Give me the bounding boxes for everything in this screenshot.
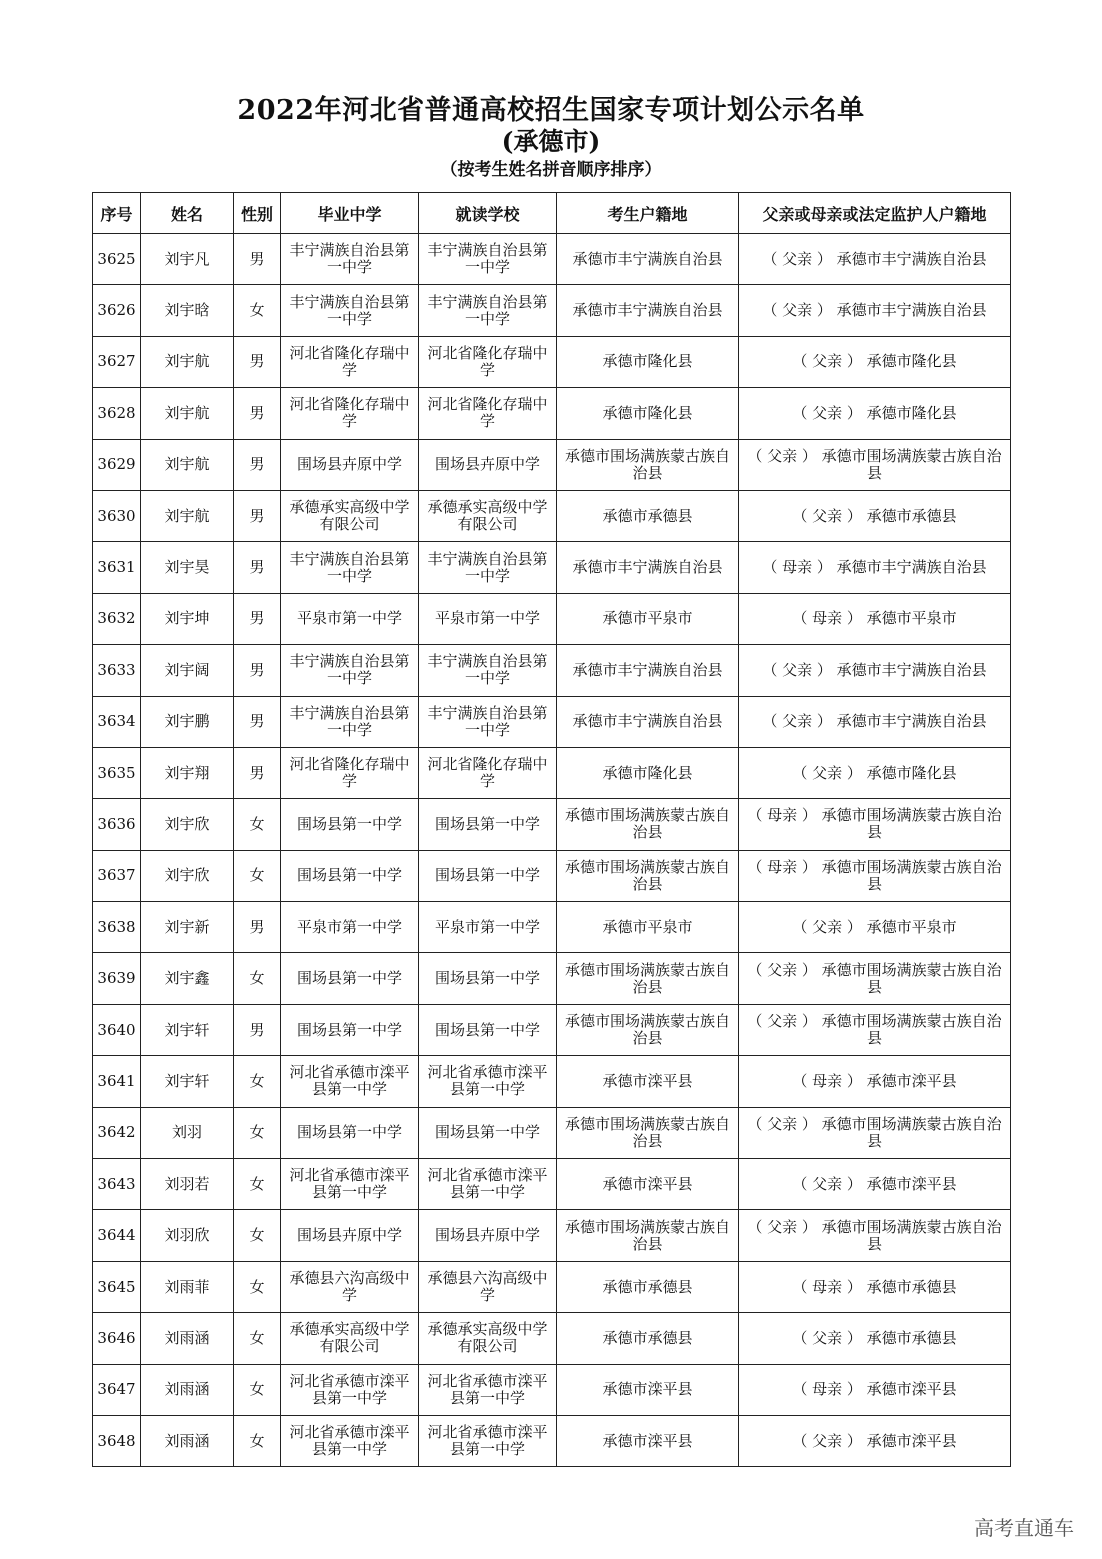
gender-cell: 女	[234, 799, 281, 850]
household-cell: 承德市丰宁满族自治县	[557, 696, 739, 747]
gender-cell: 男	[234, 336, 281, 387]
serial-number-cell: 3642	[93, 1107, 141, 1158]
name-cell: 刘宇欣	[141, 850, 234, 901]
graduation-school-cell: 河北省隆化存瑞中学	[281, 336, 419, 387]
name-cell: 刘宇昊	[141, 542, 234, 593]
gender-cell: 女	[234, 1056, 281, 1107]
name-cell: 刘宇坤	[141, 593, 234, 644]
gender-cell: 女	[234, 850, 281, 901]
name-cell: 刘雨涵	[141, 1313, 234, 1364]
graduation-school-cell: 平泉市第一中学	[281, 902, 419, 953]
guardian-household-cell: （ 父亲 ） 承德市承德县	[739, 1313, 1011, 1364]
serial-number-cell: 3632	[93, 593, 141, 644]
guardian-household-cell: （ 母亲 ） 承德市滦平县	[739, 1056, 1011, 1107]
graduation-school-cell: 丰宁满族自治县第一中学	[281, 285, 419, 336]
household-cell: 承德市承德县	[557, 1313, 739, 1364]
serial-number-cell: 3634	[93, 696, 141, 747]
current-school-cell: 承德县六沟高级中学	[419, 1261, 557, 1312]
table-row	[93, 747, 1011, 798]
gender-cell: 女	[234, 1159, 281, 1210]
guardian-household-cell: （ 母亲 ） 承德市围场满族蒙古族自治县	[739, 850, 1011, 901]
current-school-cell: 丰宁满族自治县第一中学	[419, 285, 557, 336]
document-title: 2022年河北省普通高校招生国家专项计划公示名单	[237, 95, 865, 126]
table-row	[93, 1261, 1011, 1312]
current-school-cell: 承德承实高级中学有限公司	[419, 1313, 557, 1364]
name-cell: 刘雨涵	[141, 1415, 234, 1466]
graduation-school-cell: 丰宁满族自治县第一中学	[281, 542, 419, 593]
name-cell: 刘宇航	[141, 336, 234, 387]
household-cell: 承德市丰宁满族自治县	[557, 542, 739, 593]
table-row	[93, 388, 1011, 439]
household-cell: 承德市围场满族蒙古族自治县	[557, 799, 739, 850]
guardian-household-cell: （ 父亲 ） 承德市围场满族蒙古族自治县	[739, 953, 1011, 1004]
current-school-cell: 围场县第一中学	[419, 953, 557, 1004]
name-cell: 刘宇航	[141, 439, 234, 490]
current-school-cell: 丰宁满族自治县第一中学	[419, 542, 557, 593]
current-school-cell: 丰宁满族自治县第一中学	[419, 645, 557, 696]
gender-cell: 男	[234, 388, 281, 439]
table-row	[93, 953, 1011, 1004]
serial-number-cell: 3637	[93, 850, 141, 901]
graduation-school-cell: 围场县第一中学	[281, 1004, 419, 1055]
household-cell: 承德市围场满族蒙古族自治县	[557, 953, 739, 1004]
current-school-cell: 围场县第一中学	[419, 799, 557, 850]
gender-cell: 男	[234, 542, 281, 593]
serial-number-cell: 3630	[93, 490, 141, 541]
graduation-school-cell: 河北省承德市滦平县第一中学	[281, 1159, 419, 1210]
name-cell: 刘宇翔	[141, 747, 234, 798]
serial-number-cell: 3641	[93, 1056, 141, 1107]
table-row	[93, 902, 1011, 953]
household-cell: 承德市隆化县	[557, 388, 739, 439]
serial-number-cell: 3643	[93, 1159, 141, 1210]
sort-note: （按考生姓名拼音顺序排序）	[440, 160, 662, 180]
current-school-cell: 平泉市第一中学	[419, 902, 557, 953]
graduation-school-cell: 河北省承德市滦平县第一中学	[281, 1415, 419, 1466]
serial-number-cell: 3645	[93, 1261, 141, 1312]
graduation-school-cell: 围场县第一中学	[281, 799, 419, 850]
column-header: 考生户籍地	[557, 193, 739, 234]
gender-cell: 女	[234, 1210, 281, 1261]
household-cell: 承德市滦平县	[557, 1056, 739, 1107]
current-school-cell: 围场县第一中学	[419, 1004, 557, 1055]
name-cell: 刘宇鑫	[141, 953, 234, 1004]
graduation-school-cell: 丰宁满族自治县第一中学	[281, 696, 419, 747]
current-school-cell: 承德承实高级中学有限公司	[419, 490, 557, 541]
household-cell: 承德市隆化县	[557, 336, 739, 387]
current-school-cell: 河北省承德市滦平县第一中学	[419, 1056, 557, 1107]
gender-cell: 男	[234, 593, 281, 644]
graduation-school-cell: 围场县卉原中学	[281, 1210, 419, 1261]
name-cell: 刘羽欣	[141, 1210, 234, 1261]
guardian-household-cell: （ 父亲 ） 承德市围场满族蒙古族自治县	[739, 1107, 1011, 1158]
graduation-school-cell: 河北省隆化存瑞中学	[281, 747, 419, 798]
column-header: 姓名	[141, 193, 234, 234]
serial-number-cell: 3627	[93, 336, 141, 387]
guardian-household-cell: （ 母亲 ） 承德市滦平县	[739, 1364, 1011, 1415]
roster-table	[92, 192, 1011, 1467]
table-row	[93, 1107, 1011, 1158]
serial-number-cell: 3626	[93, 285, 141, 336]
household-cell: 承德市平泉市	[557, 902, 739, 953]
guardian-household-cell: （ 父亲 ） 承德市围场满族蒙古族自治县	[739, 1004, 1011, 1055]
guardian-household-cell: （ 母亲 ） 承德市承德县	[739, 1261, 1011, 1312]
table-row	[93, 1210, 1011, 1261]
gender-cell: 男	[234, 645, 281, 696]
household-cell: 承德市平泉市	[557, 593, 739, 644]
guardian-household-cell: （ 父亲 ） 承德市隆化县	[739, 388, 1011, 439]
graduation-school-cell: 平泉市第一中学	[281, 593, 419, 644]
serial-number-cell: 3647	[93, 1364, 141, 1415]
serial-number-cell: 3635	[93, 747, 141, 798]
gender-cell: 女	[234, 953, 281, 1004]
gender-cell: 男	[234, 747, 281, 798]
current-school-cell: 河北省隆化存瑞中学	[419, 388, 557, 439]
serial-number-cell: 3640	[93, 1004, 141, 1055]
column-header: 性别	[234, 193, 281, 234]
graduation-school-cell: 丰宁满族自治县第一中学	[281, 645, 419, 696]
table-row	[93, 593, 1011, 644]
serial-number-cell: 3648	[93, 1415, 141, 1466]
name-cell: 刘雨菲	[141, 1261, 234, 1312]
serial-number-cell: 3639	[93, 953, 141, 1004]
name-cell: 刘宇轩	[141, 1056, 234, 1107]
graduation-school-cell: 围场县卉原中学	[281, 439, 419, 490]
name-cell: 刘宇凡	[141, 234, 234, 285]
table-body	[93, 234, 1011, 1467]
table-row	[93, 1056, 1011, 1107]
current-school-cell: 平泉市第一中学	[419, 593, 557, 644]
current-school-cell: 河北省隆化存瑞中学	[419, 336, 557, 387]
current-school-cell: 围场县卉原中学	[419, 1210, 557, 1261]
graduation-school-cell: 围场县第一中学	[281, 850, 419, 901]
guardian-household-cell: （ 母亲 ） 承德市平泉市	[739, 593, 1011, 644]
household-cell: 承德市围场满族蒙古族自治县	[557, 1004, 739, 1055]
household-cell: 承德市围场满族蒙古族自治县	[557, 1107, 739, 1158]
serial-number-cell: 3646	[93, 1313, 141, 1364]
household-cell: 承德市承德县	[557, 1261, 739, 1312]
current-school-cell: 河北省承德市滦平县第一中学	[419, 1415, 557, 1466]
guardian-household-cell: （ 父亲 ） 承德市围场满族蒙古族自治县	[739, 439, 1011, 490]
name-cell: 刘宇阔	[141, 645, 234, 696]
serial-number-cell: 3636	[93, 799, 141, 850]
graduation-school-cell: 河北省承德市滦平县第一中学	[281, 1364, 419, 1415]
table-row	[93, 645, 1011, 696]
table-row	[93, 1364, 1011, 1415]
column-header: 就读学校	[419, 193, 557, 234]
gender-cell: 男	[234, 1004, 281, 1055]
table-row	[93, 439, 1011, 490]
name-cell: 刘宇欣	[141, 799, 234, 850]
guardian-household-cell: （ 父亲 ） 承德市平泉市	[739, 902, 1011, 953]
household-cell: 承德市丰宁满族自治县	[557, 645, 739, 696]
serial-number-cell: 3625	[93, 234, 141, 285]
household-cell: 承德市滦平县	[557, 1159, 739, 1210]
gender-cell: 女	[234, 1313, 281, 1364]
current-school-cell: 河北省承德市滦平县第一中学	[419, 1364, 557, 1415]
name-cell: 刘宇鹏	[141, 696, 234, 747]
household-cell: 承德市滦平县	[557, 1415, 739, 1466]
serial-number-cell: 3644	[93, 1210, 141, 1261]
guardian-household-cell: （ 父亲 ） 承德市围场满族蒙古族自治县	[739, 1210, 1011, 1261]
name-cell: 刘宇航	[141, 490, 234, 541]
table-row	[93, 1415, 1011, 1466]
graduation-school-cell: 围场县第一中学	[281, 953, 419, 1004]
guardian-household-cell: （ 父亲 ） 承德市丰宁满族自治县	[739, 645, 1011, 696]
table-row	[93, 542, 1011, 593]
guardian-household-cell: （ 父亲 ） 承德市丰宁满族自治县	[739, 285, 1011, 336]
gender-cell: 女	[234, 1415, 281, 1466]
guardian-household-cell: （ 父亲 ） 承德市隆化县	[739, 747, 1011, 798]
watermark: 高考直通车	[974, 1516, 1074, 1540]
name-cell: 刘宇轩	[141, 1004, 234, 1055]
household-cell: 承德市丰宁满族自治县	[557, 285, 739, 336]
gender-cell: 女	[234, 1261, 281, 1312]
household-cell: 承德市围场满族蒙古族自治县	[557, 439, 739, 490]
current-school-cell: 河北省承德市滦平县第一中学	[419, 1159, 557, 1210]
graduation-school-cell: 承德承实高级中学有限公司	[281, 1313, 419, 1364]
table-row	[93, 799, 1011, 850]
current-school-cell: 丰宁满族自治县第一中学	[419, 234, 557, 285]
household-cell: 承德市围场满族蒙古族自治县	[557, 1210, 739, 1261]
column-header: 毕业中学	[281, 193, 419, 234]
household-cell: 承德市承德县	[557, 490, 739, 541]
column-header: 父亲或母亲或法定监护人户籍地	[739, 193, 1011, 234]
table-row	[93, 1313, 1011, 1364]
guardian-household-cell: （ 父亲 ） 承德市滦平县	[739, 1159, 1011, 1210]
graduation-school-cell: 承德承实高级中学有限公司	[281, 490, 419, 541]
name-cell: 刘雨涵	[141, 1364, 234, 1415]
gender-cell: 女	[234, 285, 281, 336]
table-row	[93, 285, 1011, 336]
current-school-cell: 围场县卉原中学	[419, 439, 557, 490]
graduation-school-cell: 河北省承德市滦平县第一中学	[281, 1056, 419, 1107]
gender-cell: 男	[234, 439, 281, 490]
household-cell: 承德市围场满族蒙古族自治县	[557, 850, 739, 901]
guardian-household-cell: （ 母亲 ） 承德市围场满族蒙古族自治县	[739, 799, 1011, 850]
gender-cell: 男	[234, 696, 281, 747]
guardian-household-cell: （ 母亲 ） 承德市丰宁满族自治县	[739, 542, 1011, 593]
serial-number-cell: 3631	[93, 542, 141, 593]
guardian-household-cell: （ 父亲 ） 承德市滦平县	[739, 1415, 1011, 1466]
guardian-household-cell: （ 父亲 ） 承德市承德县	[739, 490, 1011, 541]
name-cell: 刘宇新	[141, 902, 234, 953]
graduation-school-cell: 承德县六沟高级中学	[281, 1261, 419, 1312]
gender-cell: 女	[234, 1364, 281, 1415]
document-subtitle: (承德市)	[501, 127, 601, 156]
serial-number-cell: 3638	[93, 902, 141, 953]
household-cell: 承德市丰宁满族自治县	[557, 234, 739, 285]
guardian-household-cell: （ 父亲 ） 承德市隆化县	[739, 336, 1011, 387]
table-row	[93, 1004, 1011, 1055]
name-cell: 刘宇晗	[141, 285, 234, 336]
gender-cell: 女	[234, 1107, 281, 1158]
household-cell: 承德市隆化县	[557, 747, 739, 798]
gender-cell: 男	[234, 490, 281, 541]
table-row	[93, 336, 1011, 387]
name-cell: 刘羽	[141, 1107, 234, 1158]
table-row	[93, 234, 1011, 285]
table-row	[93, 490, 1011, 541]
graduation-school-cell: 河北省隆化存瑞中学	[281, 388, 419, 439]
serial-number-cell: 3628	[93, 388, 141, 439]
gender-cell: 男	[234, 234, 281, 285]
serial-number-cell: 3629	[93, 439, 141, 490]
table-row	[93, 696, 1011, 747]
column-header: 序号	[93, 193, 141, 234]
current-school-cell: 围场县第一中学	[419, 850, 557, 901]
guardian-household-cell: （ 父亲 ） 承德市丰宁满族自治县	[739, 696, 1011, 747]
graduation-school-cell: 丰宁满族自治县第一中学	[281, 234, 419, 285]
current-school-cell: 丰宁满族自治县第一中学	[419, 696, 557, 747]
serial-number-cell: 3633	[93, 645, 141, 696]
current-school-cell: 河北省隆化存瑞中学	[419, 747, 557, 798]
table-row	[93, 850, 1011, 901]
current-school-cell: 围场县第一中学	[419, 1107, 557, 1158]
gender-cell: 男	[234, 902, 281, 953]
graduation-school-cell: 围场县第一中学	[281, 1107, 419, 1158]
name-cell: 刘羽若	[141, 1159, 234, 1210]
table-header-row	[93, 193, 1011, 234]
name-cell: 刘宇航	[141, 388, 234, 439]
table-row	[93, 1159, 1011, 1210]
household-cell: 承德市滦平县	[557, 1364, 739, 1415]
guardian-household-cell: （ 父亲 ） 承德市丰宁满族自治县	[739, 234, 1011, 285]
